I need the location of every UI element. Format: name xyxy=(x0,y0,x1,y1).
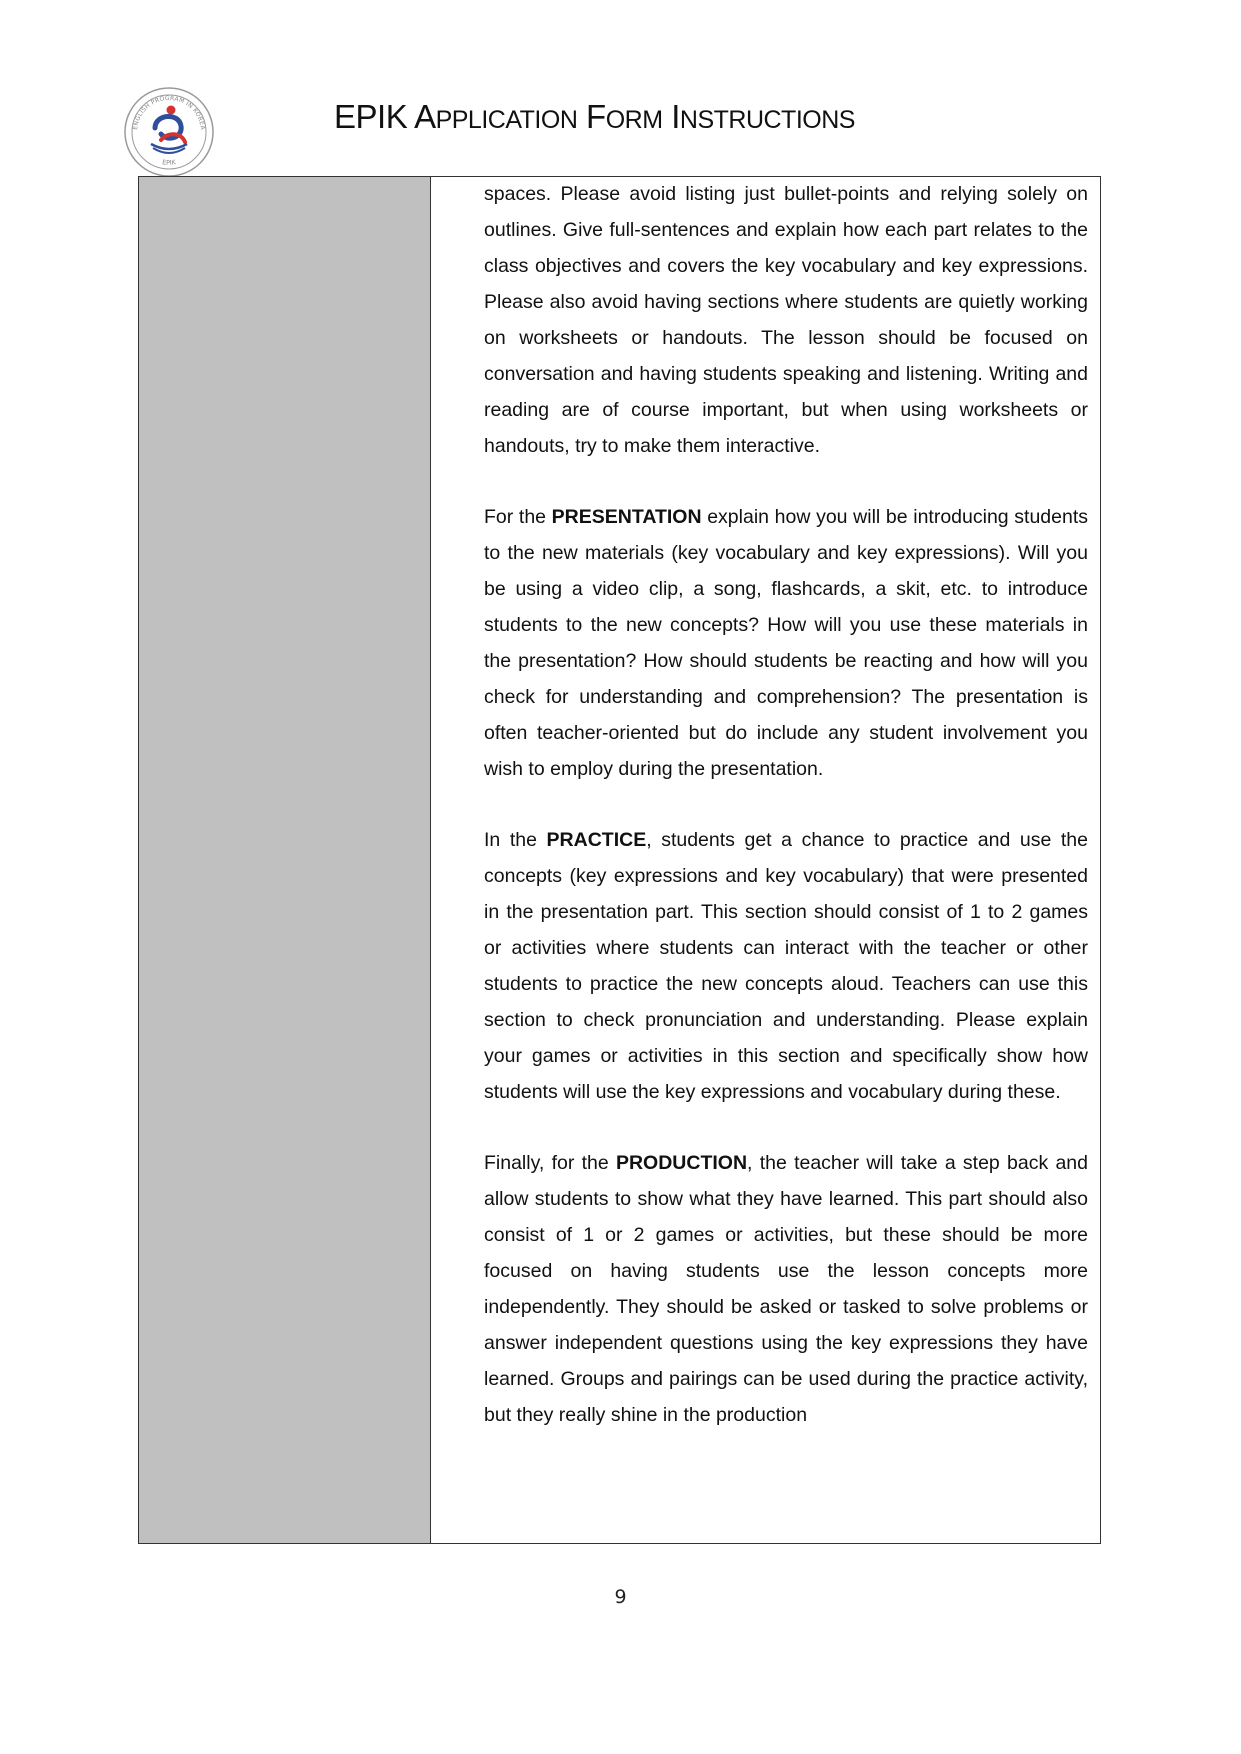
title-word-application: APPLICATION xyxy=(414,98,578,135)
title-epik: EPIK xyxy=(334,98,408,135)
svg-text:ENGLISH PROGRAM IN KOREA · WWW xyxy=(121,84,206,132)
paragraph-practice: In the PRACTICE, students get a chance to practice and use the concepts (key expressions and key vocabulary) that were presented in the presentation part. This section should consist of 1 to 2 games or activities where students can interact with the teacher or other students to practice the new concepts aloud. Teachers can use this section to check pronunciation and understanding. Please explain your games or activities in this section and specifically show how students will use the key expressions and vocabulary during these. xyxy=(484,829,1088,1103)
production-keyword: PRODUCTION xyxy=(615,1152,748,1174)
svg-text:EPIK xyxy=(162,158,178,167)
page-title xyxy=(334,98,855,136)
title-word-form: FORM xyxy=(586,98,663,135)
epik-seal-icon xyxy=(121,84,217,180)
table-label-cell xyxy=(139,177,431,1543)
logo-ring-text: ENGLISH PROGRAM IN KOREA xyxy=(132,94,206,131)
practice-keyword: PRACTICE xyxy=(546,829,647,851)
epik-logo xyxy=(121,84,217,180)
page-number: 9 xyxy=(614,1586,627,1608)
presentation-keyword: PRESENTATION xyxy=(551,506,702,528)
paragraph-production: Finally, for the PRODUCTION, the teacher will take a step back and allow students to show what they have learned. This part should also consist of 1 or 2 games or activities, but these should be more focused on having students use the lesson concepts more independently. They should be asked or tasked to solve problems or answer independent questions using the key expressions they have learned. Groups and pairings can be used during the practice activity, but they really shine in the production xyxy=(484,1152,1089,1426)
paragraph-intro: spaces. Please avoid listing just bullet-points and relying solely on outlines. Give full-sentences and explain how each part relates to the class objectives and covers the key vocabulary and key expressions. Please also avoid having sections where students are quietly working on worksheets or handouts. The lesson should be focused on conversation and having students speaking and listening. Writing and reading are of course important, but when using worksheets or handouts, try to make them interactive. xyxy=(484,183,1088,457)
table-content-cell xyxy=(484,177,1088,1468)
instructions-table xyxy=(138,176,1101,1544)
paragraph-presentation: For the PRESENTATION explain how you will be introducing students to the new materials (key vocabulary and key expressions). Will you be using a video clip, a song, flashcards, a skit, etc. to introduce students to the new concepts? How will you use these materials in the presentation? How should students be reacting and how will you check for understanding and comprehension? The presentation is often teacher-oriented but do include any student involvement you wish to employ during the presentation. xyxy=(484,506,1088,780)
logo-bottom-text: EPIK xyxy=(161,158,177,167)
title-word-instructions: INSTRUCTIONS xyxy=(671,98,855,135)
